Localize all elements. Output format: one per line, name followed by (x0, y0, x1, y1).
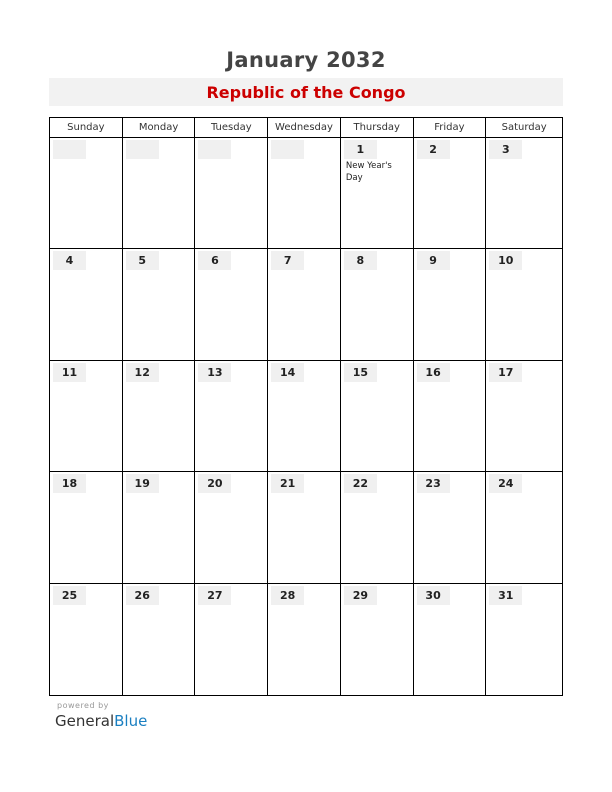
day-cell[interactable] (50, 361, 123, 472)
day-number: 24 (489, 474, 522, 493)
day-number: 15 (344, 363, 377, 382)
weekday-header-tuesday: Tuesday (195, 118, 268, 138)
day-number: 19 (126, 474, 159, 493)
day-number (126, 140, 159, 159)
day-cell[interactable] (195, 249, 268, 360)
day-cell[interactable] (195, 584, 268, 695)
day-number: 4 (53, 251, 86, 270)
day-number: 27 (198, 586, 231, 605)
weekday-header-sunday: Sunday (50, 118, 123, 138)
day-number: 9 (417, 251, 450, 270)
day-cell[interactable] (414, 138, 487, 249)
day-cell[interactable] (341, 249, 414, 360)
day-cell[interactable] (123, 584, 196, 695)
day-cell[interactable] (268, 584, 341, 695)
day-cell[interactable] (268, 472, 341, 583)
day-cell[interactable] (268, 249, 341, 360)
day-number: 31 (489, 586, 522, 605)
day-cell[interactable] (195, 138, 268, 249)
day-number: 11 (53, 363, 86, 382)
day-number: 26 (126, 586, 159, 605)
day-number: 20 (198, 474, 231, 493)
day-cell[interactable] (123, 361, 196, 472)
day-number: 14 (271, 363, 304, 382)
day-cell[interactable] (486, 361, 562, 472)
country-name: Republic of the Congo (206, 83, 406, 102)
day-cell[interactable] (50, 584, 123, 695)
weekday-header-thursday: Thursday (341, 118, 414, 138)
powered-by-label: powered by (57, 701, 109, 710)
day-number: 18 (53, 474, 86, 493)
day-cell[interactable] (414, 472, 487, 583)
day-number: 16 (417, 363, 450, 382)
day-number: 29 (344, 586, 377, 605)
day-number: 30 (417, 586, 450, 605)
day-number: 2 (417, 140, 450, 159)
day-number: 8 (344, 251, 377, 270)
day-cell[interactable] (486, 138, 562, 249)
day-number: 1 (344, 140, 377, 159)
day-number: 7 (271, 251, 304, 270)
day-number: 5 (126, 251, 159, 270)
day-number: 25 (53, 586, 86, 605)
day-number (198, 140, 231, 159)
country-banner (49, 78, 563, 106)
weekday-header-monday: Monday (123, 118, 196, 138)
day-cell[interactable] (486, 584, 562, 695)
day-cell[interactable] (195, 472, 268, 583)
brand-general-text: General (55, 712, 115, 730)
day-number (271, 140, 304, 159)
brand-blue-text: Blue (114, 712, 148, 730)
day-cell[interactable] (195, 361, 268, 472)
day-cell[interactable] (50, 472, 123, 583)
day-number: 13 (198, 363, 231, 382)
day-cell[interactable] (341, 138, 414, 249)
day-cell[interactable] (123, 138, 196, 249)
day-cell[interactable] (414, 249, 487, 360)
holiday-label: New Year's Day (345, 161, 392, 183)
day-cell[interactable] (268, 138, 341, 249)
day-number: 23 (417, 474, 450, 493)
day-number: 12 (126, 363, 159, 382)
day-number: 3 (489, 140, 522, 159)
day-cell[interactable] (50, 249, 123, 360)
calendar-title: January 2032 (226, 48, 386, 72)
day-cell[interactable] (414, 584, 487, 695)
weekday-header-wednesday: Wednesday (268, 118, 341, 138)
day-cell[interactable] (123, 472, 196, 583)
day-number: 10 (489, 251, 522, 270)
day-cell[interactable] (414, 361, 487, 472)
day-cell[interactable] (341, 361, 414, 472)
day-number: 22 (344, 474, 377, 493)
generalblue-logo[interactable] (55, 712, 147, 730)
day-cell[interactable] (50, 138, 123, 249)
weekday-header-friday: Friday (414, 118, 487, 138)
calendar-grid (49, 117, 563, 696)
weekday-header-saturday: Saturday (486, 118, 562, 138)
day-cell[interactable] (341, 584, 414, 695)
day-cell[interactable] (486, 472, 562, 583)
day-number: 21 (271, 474, 304, 493)
day-number: 6 (198, 251, 231, 270)
day-cell[interactable] (486, 249, 562, 360)
day-cell[interactable] (341, 472, 414, 583)
day-number: 28 (271, 586, 304, 605)
day-number: 17 (489, 363, 522, 382)
day-cell[interactable] (268, 361, 341, 472)
day-number (53, 140, 86, 159)
day-cell[interactable] (123, 249, 196, 360)
